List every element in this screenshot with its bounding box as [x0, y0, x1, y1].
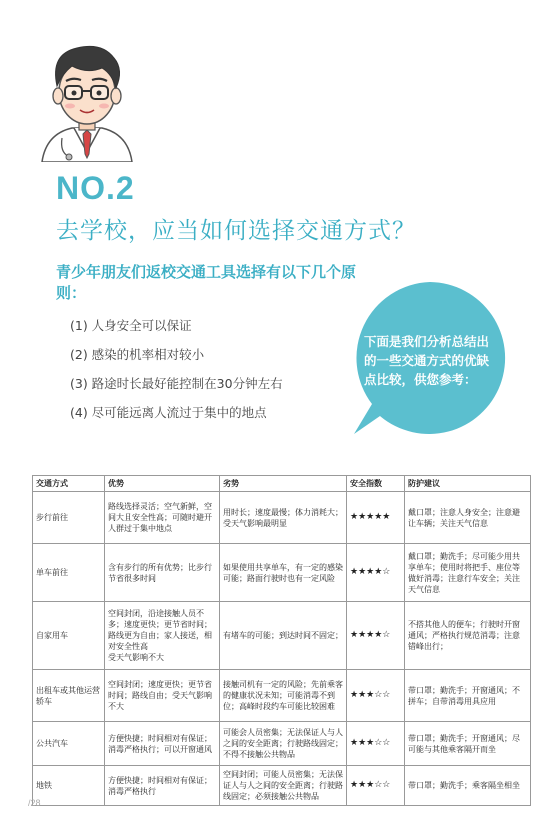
disadvantages-cell: 用时长；速度最慢；体力消耗大；受天气影响最明显: [220, 492, 347, 544]
advantages-cell: 空间封闭；速度更快；更节省时间；路线自由；受天气影响不大: [105, 670, 220, 722]
page-title: 去学校，应当如何选择交通方式？: [56, 218, 416, 244]
safety-rating-cell: ★★★☆☆: [347, 766, 405, 806]
advantages-cell: 路线选择灵活；空气新鲜，空间大且安全性高；可随时避开人群过于集中地点: [105, 492, 220, 544]
page-subtitle: 青少年朋友们返校交通工具选择有以下几个原则：: [56, 263, 357, 302]
section-number: NO.2: [56, 170, 135, 206]
advantages-cell: 方便快捷；时间相对有保证；消毒严格执行: [105, 766, 220, 806]
column-header: 优势: [105, 476, 220, 492]
table-row: [33, 722, 531, 766]
table-row: [33, 544, 531, 602]
principle-item: (4) 尽可能远离人流过于集中的地点: [70, 405, 267, 420]
safety-rating-cell: ★★★☆☆: [347, 670, 405, 722]
transport-mode-cell: 自家用车: [33, 602, 105, 670]
column-header: 劣势: [220, 476, 347, 492]
advantages-cell: 含有步行的所有优势；比步行节省很多时间: [105, 544, 220, 602]
principle-item: (1) 人身安全可以保证: [70, 318, 192, 333]
transport-comparison-table: [32, 475, 531, 806]
protection-advice-cell: 带口罩；勤洗手；乘客隔坐相坐: [405, 766, 531, 806]
disadvantages-cell: 有堵车的可能；到达时间不固定；: [220, 602, 347, 670]
doctor-illustration: [32, 34, 142, 162]
safety-rating-cell: ★★★★☆: [347, 602, 405, 670]
column-header: 交通方式: [33, 476, 105, 492]
protection-advice-cell: 不搭其他人的便车；行驶时开窗通风；严格执行规范消毒；注意错峰出行；: [405, 602, 531, 670]
advantages-cell: 方便快捷；时间相对有保证；消毒严格执行；可以开窗通风: [105, 722, 220, 766]
disadvantages-cell: 如果使用共享单车，有一定的感染可能；路面行驶时也有一定风险: [220, 544, 347, 602]
table-row: [33, 492, 531, 544]
column-header: 防护建议: [405, 476, 531, 492]
safety-rating-cell: ★★★★☆: [347, 544, 405, 602]
protection-advice-cell: 戴口罩；勤洗手；尽可能少用共享单车；使用时将把手、座位等做好消毒；注意行车安全；关注天气信息: [405, 544, 531, 602]
table-row: [33, 766, 531, 806]
protection-advice-cell: 带口罩；勤洗手；开窗通风；不拼车；自带消毒用具应用: [405, 670, 531, 722]
principle-item: (2) 感染的机率相对较小: [70, 347, 205, 362]
protection-advice-cell: 带口罩；勤洗手；开窗通风；尽可能与其他乘客隔开而坐: [405, 722, 531, 766]
principles-list: [70, 318, 283, 434]
safety-rating-cell: ★★★★★: [347, 492, 405, 544]
transport-mode-cell: 步行前往: [33, 492, 105, 544]
column-header: 安全指数: [347, 476, 405, 492]
table-row: [33, 670, 531, 722]
page-number: /28: [28, 798, 41, 808]
table-row: [33, 602, 531, 670]
protection-advice-cell: 戴口罩；注意人身安全；注意避让车辆；关注天气信息: [405, 492, 531, 544]
disadvantages-cell: 可能会人员密集；无法保证人与人之间的安全距离；行驶路线固定；不得不接触公共物品: [220, 722, 347, 766]
disadvantages-cell: 空间封闭；可能人员密集；无法保证人与人之间的安全距离；行驶路线固定；必须接触公共物品: [220, 766, 347, 806]
transport-mode-cell: 单车前往: [33, 544, 105, 602]
advantages-cell: 空间封闭，沿途接触人员不多；速度更快；更节省时间；路线更为自由；家人接送，相对安全性高 受天气影响不大: [105, 602, 220, 670]
table-header-row: [33, 476, 531, 492]
transport-mode-cell: 出租车或其他运营轿车: [33, 670, 105, 722]
bubble-text: 下面是我们分析总结出的一些交通方式的优缺点比较，供您参考：: [364, 334, 490, 387]
transport-mode-cell: 公共汽车: [33, 722, 105, 766]
transport-mode-cell: 地铁: [33, 766, 105, 806]
safety-rating-cell: ★★★☆☆: [347, 722, 405, 766]
disadvantages-cell: 接触司机有一定的风险；先前乘客的健康状况未知；可能消毒不到位；高峰时段约车可能比较困难: [220, 670, 347, 722]
principle-item: (3) 路途时长最好能控制在30分钟左右: [70, 376, 283, 391]
